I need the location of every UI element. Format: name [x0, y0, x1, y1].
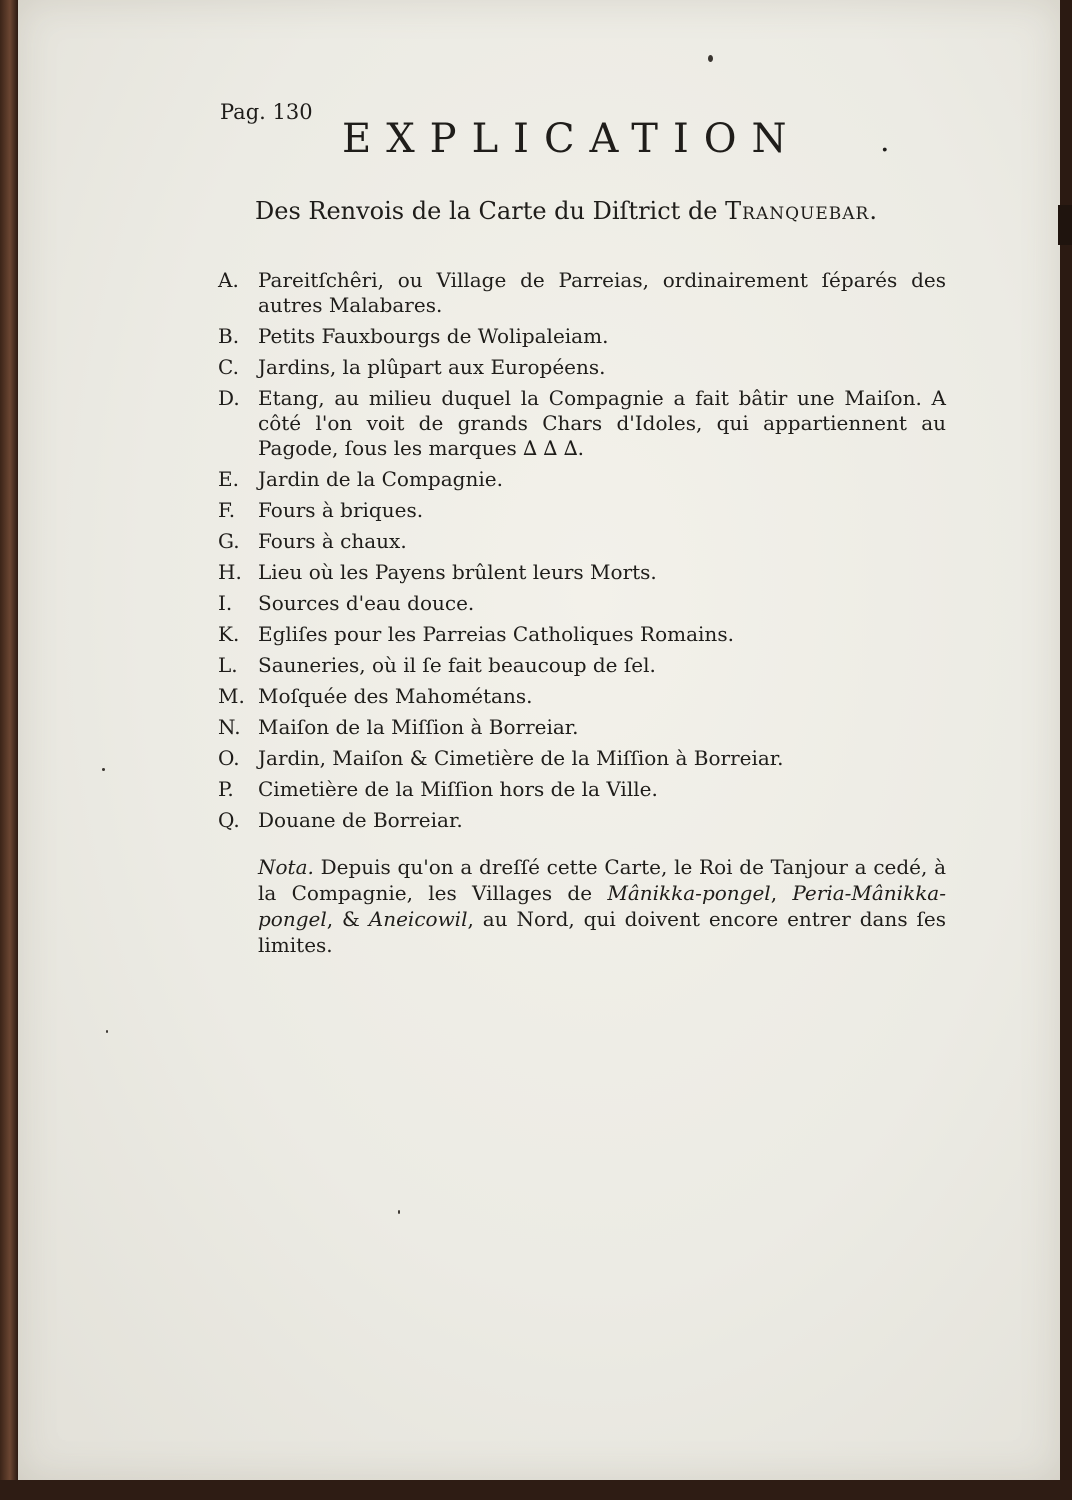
village-name: Mânikka-pongel [607, 881, 771, 905]
ink-speck [398, 1210, 400, 1214]
entry-text: Cimetière de la Miſſion hors de la Ville. [258, 777, 658, 801]
subtitle-place: Tranquebar. [725, 197, 878, 225]
entry-letter: N. [218, 715, 241, 739]
entry-letter: Q. [218, 808, 240, 832]
nota-text-1: Depuis qu'on a dreſſé cette Carte, le Roi de Tanjour a cedé, à la Compagnie, les Villages de [258, 855, 947, 905]
entry-letter: I. [218, 591, 233, 615]
entry-text: Etang, au milieu duquel la Compagnie a fait bâtir une Maiſon. A côté l'on voit de grands Chars d'Idoles, qui appartiennent au Pagode, ſous les marques ∆ ∆ ∆. [258, 386, 946, 460]
entry-text: Fours à briques. [258, 498, 424, 522]
legend-entry [218, 653, 946, 678]
scan-bottom-edge [0, 1480, 1072, 1500]
entry-letter: H. [218, 560, 242, 584]
entry-text: Pareitſchêri, ou Village de Parreias, ordinairement ſéparés des autres Malabares. [258, 268, 946, 317]
legend-entry [218, 560, 946, 585]
legend-entry [218, 529, 946, 554]
entry-text: Egliſes pour les Parreias Catholiques Romains. [258, 622, 734, 646]
legend-entry [218, 746, 946, 771]
legend-entry [218, 591, 946, 616]
entry-letter: P. [218, 777, 234, 801]
entry-letter: D. [218, 386, 240, 410]
entry-text: Petits Fauxbourgs de Wolipaleiam. [258, 324, 609, 348]
village-name: Aneicowil [368, 907, 468, 931]
entry-text: Maiſon de la Miſſion à Borreiar. [258, 715, 579, 739]
legend-entry [218, 355, 946, 380]
entry-text: Fours à chaux. [258, 529, 407, 553]
entry-text: Moſquée des Mahométans. [258, 684, 533, 708]
entry-letter: C. [218, 355, 239, 379]
entry-letter: E. [218, 467, 239, 491]
nota-label: Nota. [258, 855, 314, 879]
entry-text: Jardin, Maiſon & Cimetière de la Miſſion à Borreiar. [258, 746, 784, 770]
legend-entry [218, 684, 946, 709]
page-number: Pag. 130 [220, 100, 313, 124]
nota-text-3: , au Nord, qui doivent encore entrer dans ſes limites. [258, 907, 946, 957]
entry-text: Douane de Borreiar. [258, 808, 463, 832]
legend-entry [218, 467, 946, 492]
legend-entry [218, 777, 946, 802]
village-name: Peria-Mânikka-pongel [258, 881, 946, 931]
entry-letter: F. [218, 498, 236, 522]
legend-entry [218, 498, 946, 523]
entry-letter: G. [218, 529, 240, 553]
entry-letter: K. [218, 622, 240, 646]
ink-speck [102, 768, 105, 771]
legend-entry [218, 622, 946, 647]
entry-text: Jardins, la plûpart aux Européens. [258, 355, 606, 379]
entry-letter: M. [218, 684, 245, 708]
legend-list [218, 268, 946, 839]
entry-letter: B. [218, 324, 240, 348]
entry-text: Sources d'eau douce. [258, 591, 475, 615]
entry-letter: L. [218, 653, 238, 677]
title-mark: . [880, 124, 890, 159]
legend-entry [218, 808, 946, 833]
nota-paragraph [258, 854, 946, 958]
legend-entry [218, 386, 946, 461]
legend-entry [218, 324, 946, 349]
ink-speck [708, 55, 713, 62]
page-title: EXPLICATION [342, 116, 802, 162]
subtitle-text: Des Renvois de la Carte du Diſtrict de [255, 197, 718, 225]
entry-letter: O. [218, 746, 240, 770]
entry-text: Jardin de la Compagnie. [258, 467, 503, 491]
page-subtitle [255, 197, 878, 225]
entry-text: Sauneries, où il ſe fait beaucoup de ſel. [258, 653, 656, 677]
torn-edge [1058, 205, 1072, 245]
legend-entry [218, 268, 946, 318]
legend-entry [218, 715, 946, 740]
ink-speck [106, 1030, 108, 1033]
entry-letter: A. [218, 268, 239, 292]
entry-text: Lieu où les Payens brûlent leurs Morts. [258, 560, 657, 584]
nota-text-2: , & [326, 907, 360, 931]
nota-separator: , [770, 881, 778, 905]
